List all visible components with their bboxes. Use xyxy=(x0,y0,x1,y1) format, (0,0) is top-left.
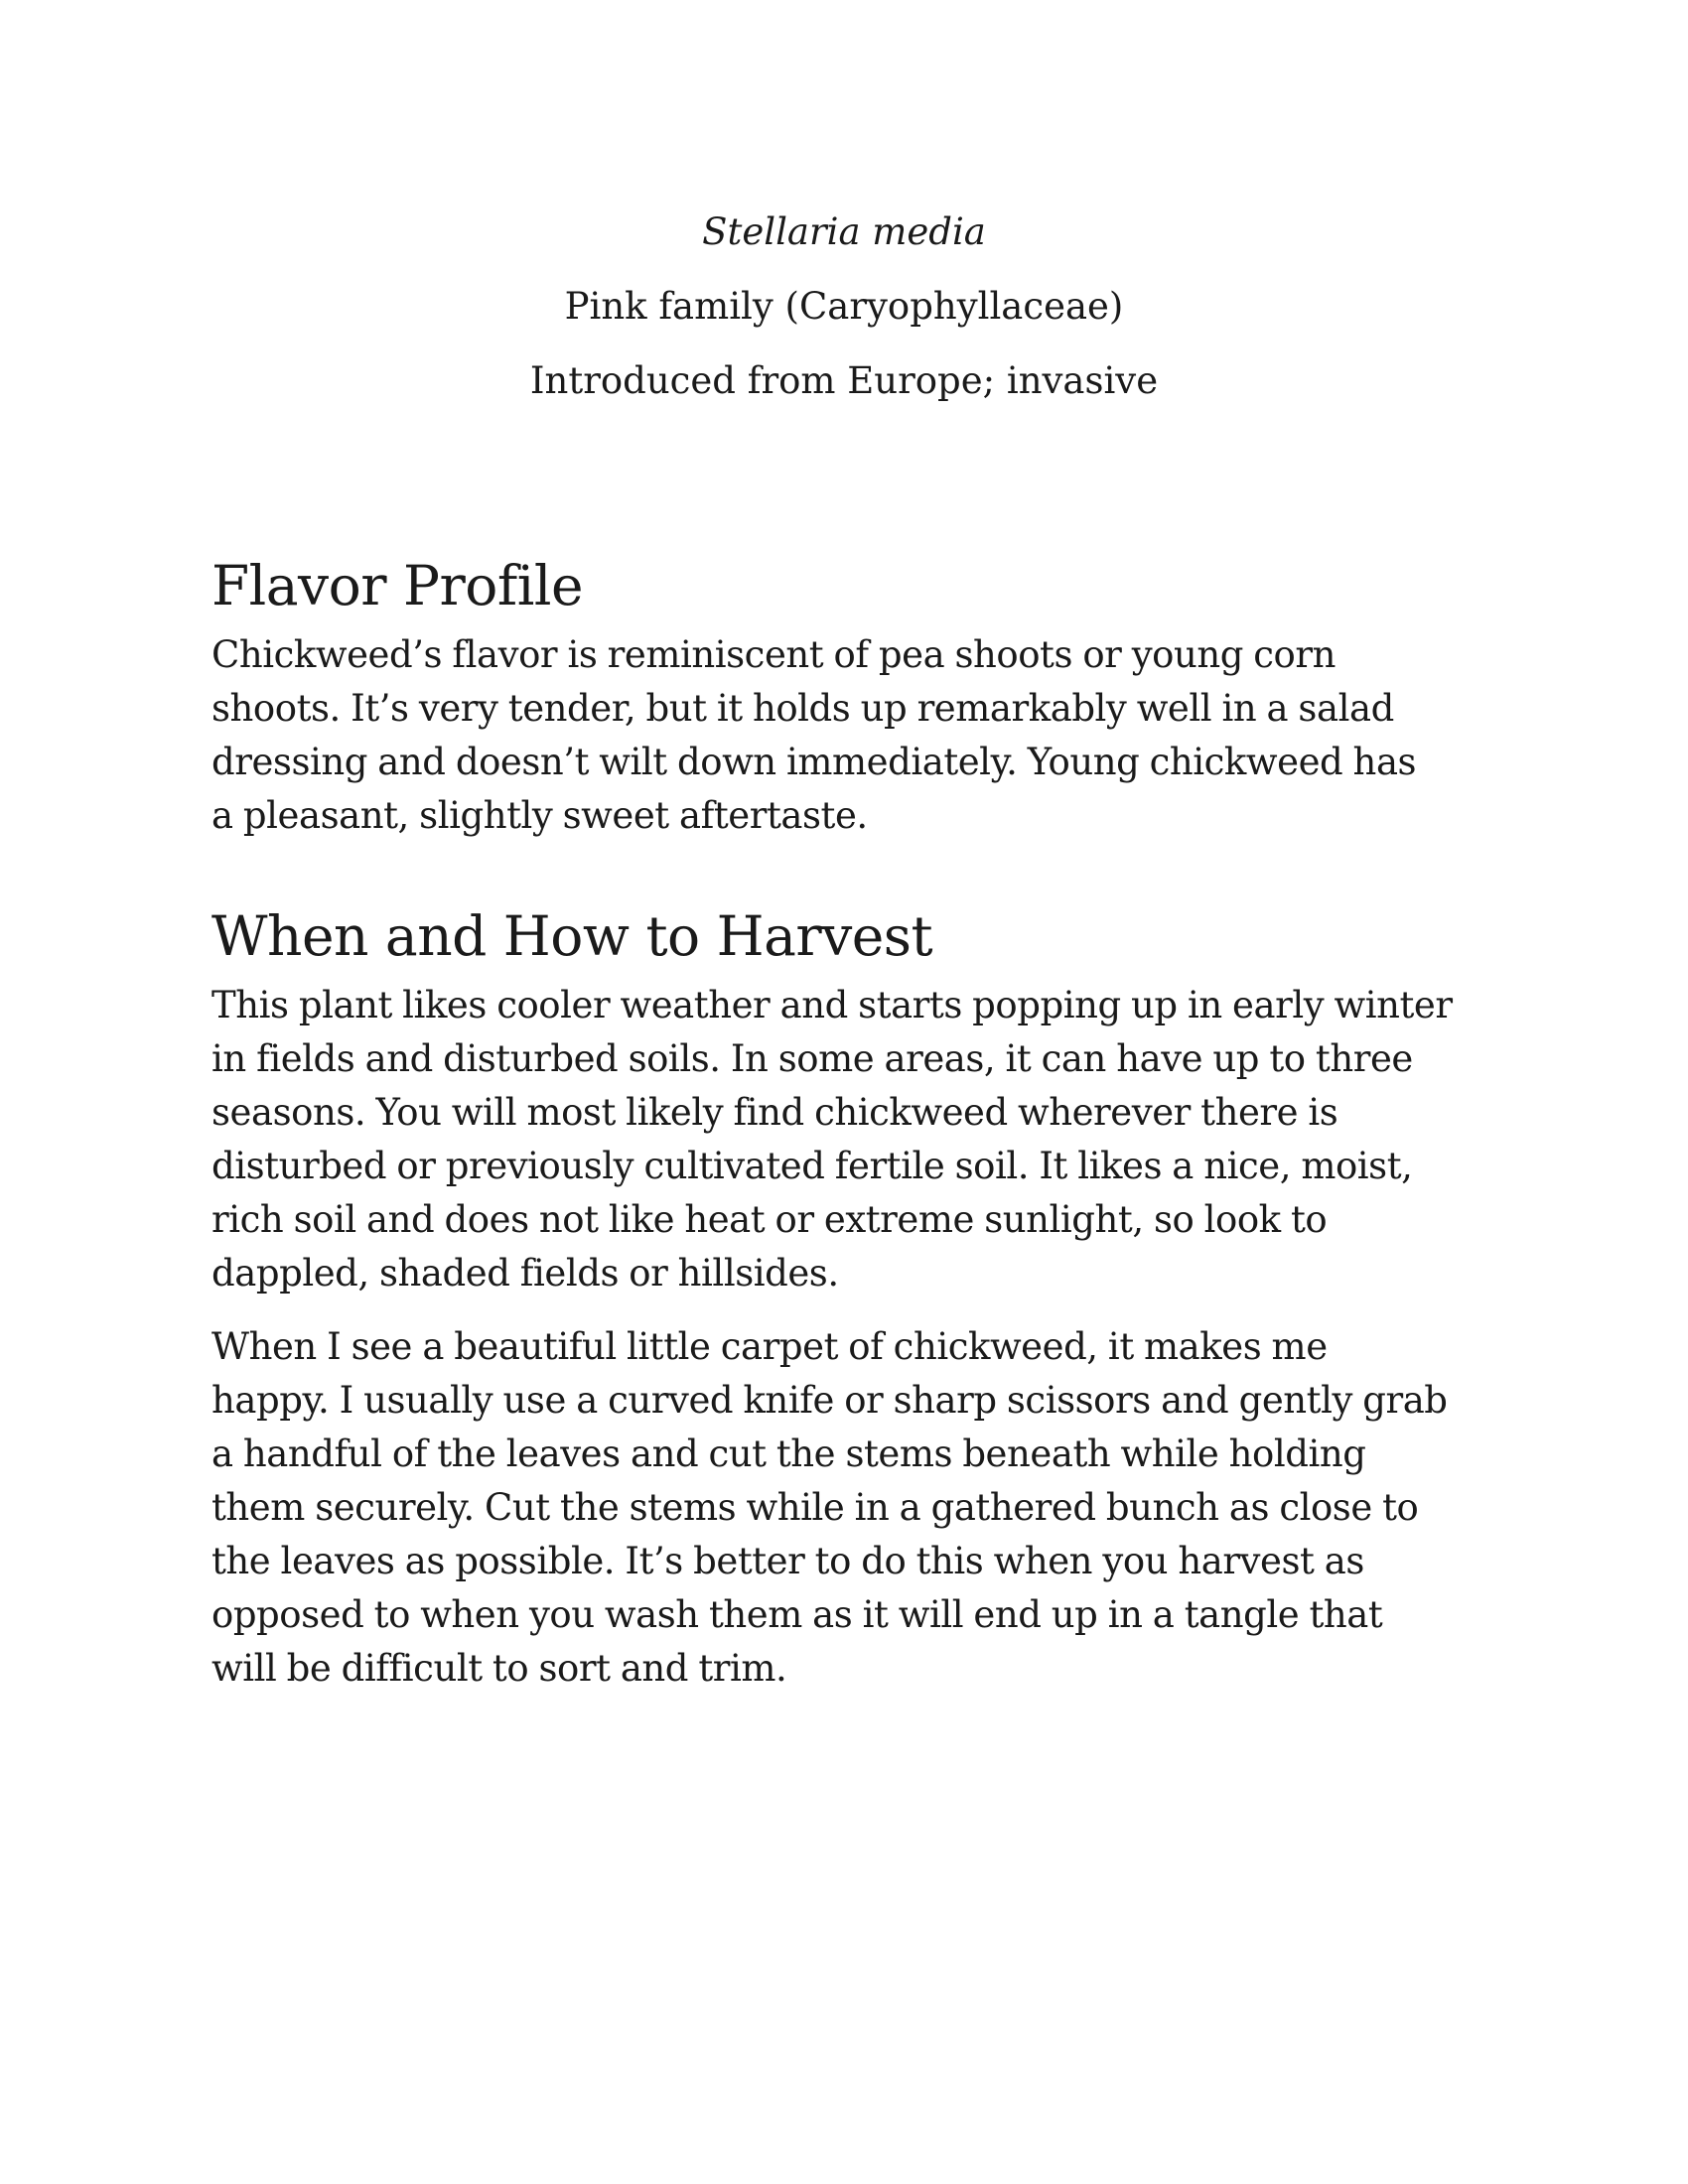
plant-origin: Introduced from Europe; invasive xyxy=(529,359,1159,402)
section-when-and-how-to-harvest xyxy=(211,894,1502,1696)
section-flavor-profile xyxy=(211,544,1502,843)
text-line: dappled, shaded fields or hillsides. xyxy=(211,1252,839,1295)
paragraph xyxy=(211,979,1502,1300)
text-line: a pleasant, slightly sweet aftertaste. xyxy=(211,794,868,837)
plant-family: Pink family (Caryophyllaceae) xyxy=(564,285,1124,328)
paragraph xyxy=(211,1320,1502,1696)
text-line: seasons. You will most likely find chickweed wherever there is xyxy=(211,1091,1338,1134)
text-line: the leaves as possible. It’s better to do this when you harvest as xyxy=(211,1540,1364,1582)
text-line: This plant likes cooler weather and starts popping up in early winter xyxy=(211,984,1453,1026)
text-line: opposed to when you wash them as it will end up in a tangle that xyxy=(211,1593,1383,1636)
text-line: rich soil and does not like heat or extreme sunlight, so look to xyxy=(211,1198,1328,1241)
text-line: in fields and disturbed soils. In some areas, it can have up to three xyxy=(211,1037,1413,1080)
paragraph xyxy=(211,628,1502,843)
text-line: shoots. It’s very tender, but it holds up remarkably well in a salad xyxy=(211,687,1394,730)
text-line: happy. I usually use a curved knife or sharp scissors and gently grab xyxy=(211,1379,1448,1422)
text-line: them securely. Cut the stems while in a gathered bunch as close to xyxy=(211,1486,1419,1529)
text-line: Chickweed’s flavor is reminiscent of pea shoots or young corn xyxy=(211,633,1336,676)
section-heading: Flavor Profile xyxy=(211,554,583,617)
scientific-name: Stellaria media xyxy=(702,210,986,253)
text-line: disturbed or previously cultivated fertile soil. It likes a nice, moist, xyxy=(211,1145,1413,1187)
section-heading: When and How to Harvest xyxy=(211,904,933,968)
plant-header xyxy=(0,195,1688,418)
page-content xyxy=(211,544,1502,1696)
text-line: When I see a beautiful little carpet of chickweed, it makes me xyxy=(211,1325,1328,1368)
text-line: will be difficult to sort and trim. xyxy=(211,1647,787,1690)
text-line: dressing and doesn’t wilt down immediately. Young chickweed has xyxy=(211,741,1417,783)
text-line: a handful of the leaves and cut the stems beneath while holding xyxy=(211,1433,1366,1475)
